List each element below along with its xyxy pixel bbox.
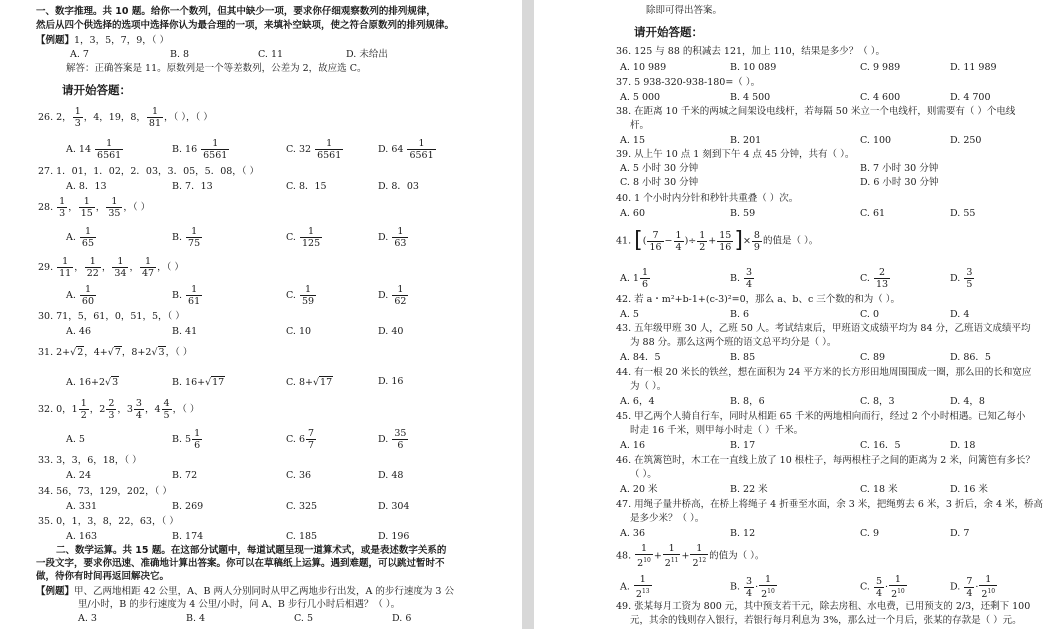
question-34: 34. 56，73，129，202，（ ） xyxy=(38,486,172,497)
q43-option-c: C. 89 xyxy=(860,352,886,363)
q27-option-c: C. 8．15 xyxy=(286,181,327,192)
q36-option-a: A. 10 989 xyxy=(620,62,667,73)
q33-option-c: C. 36 xyxy=(286,470,312,481)
question-41: 41. [( $\frac{7}{16}$ − $\frac{1}{4}$ )÷ $\frac{1}{2}$ + $\frac{15}{16}$ ]× $\frac{8}{9}$ 的值是（ ）。 xyxy=(616,228,819,253)
q30-option-a: A. 46 xyxy=(66,326,91,337)
question-45-line2: 时走 16 千米，则甲每小时走（ ）千米。 xyxy=(630,425,804,436)
example-option-a: A. 7 xyxy=(70,49,89,60)
q36-option-c: C. 9 989 xyxy=(860,62,901,73)
q35-option-b: B. 174 xyxy=(172,531,204,542)
question-43-line2: 为 88 分。那么这两个班的语文总平均分是（ ）。 xyxy=(630,337,837,348)
q26-option-a: A. 14 $\frac{1}{6561}$ xyxy=(66,138,122,161)
q42-option-a: A. 5 xyxy=(620,309,639,320)
top-continuation-text: 除即可得出答案。 xyxy=(646,5,723,16)
q41-option-b: B. $\frac{3}{4}$ xyxy=(730,267,753,290)
question-49-line2: 元，其余的钱则存入银行，若银行每月利息为 3%，那么过一个月后，张某的存款是（ ）元。 xyxy=(630,615,1022,626)
example-option-c: C. 11 xyxy=(258,49,284,60)
q40-option-b: B. 59 xyxy=(730,208,756,219)
question-35: 35. 0，1，3，8，22，63，（ ） xyxy=(38,516,179,527)
q42-option-b: B. 6 xyxy=(730,309,750,320)
q44-option-a: A. 6，4 xyxy=(620,396,655,407)
q32-option-a: A. 5 xyxy=(66,434,85,445)
q48-option-c: C. $\frac{5}{4}$ · $\frac{1}{2^{10}}$ xyxy=(860,574,905,601)
q28-option-c: C. $\frac{1}{125}$ xyxy=(286,226,321,249)
q47-option-c: C. 9 xyxy=(860,528,880,539)
q31-option-a: A. 16+2√3 xyxy=(66,377,119,388)
example-answer: 解答：正确答案是 11。原数列是一个等差数列，公差为 2，故应选 C。 xyxy=(66,63,367,74)
q40-option-a: A. 60 xyxy=(620,208,645,219)
q39-option-d: D. 6 小时 30 分钟 xyxy=(860,177,939,188)
q45-option-b: B. 17 xyxy=(730,440,756,451)
q46-option-c: C. 18 米 xyxy=(860,484,898,495)
q26-option-c: C. 32 $\frac{1}{6561}$ xyxy=(286,138,342,161)
q46-option-b: B. 22 米 xyxy=(730,484,768,495)
example2-option-d: D. 6 xyxy=(392,613,412,624)
q38-option-a: A. 15 xyxy=(620,135,645,146)
q27-option-d: D. 8．03 xyxy=(378,181,419,192)
q48-option-b: B. $\frac{3}{4}$ · $\frac{1}{2^{10}}$ xyxy=(730,574,775,601)
q37-option-c: C. 4 600 xyxy=(860,92,901,103)
question-49-line1: 49. 张某每月工资为 800 元，其中预支若干元，除去房租、水电费，已用预支的 2/3，还剩下 100 xyxy=(616,601,1031,612)
q36-option-d: D. 11 989 xyxy=(950,62,997,73)
q45-option-c: C. 16．5 xyxy=(860,440,901,451)
q40-option-c: C. 61 xyxy=(860,208,886,219)
section1-instructions-line1: 一、数字推理。共 10 题。给你一个数列，但其中缺少一项，要求你仔细观察数列的排列规律， xyxy=(36,6,436,17)
example2-option-c: C. 5 xyxy=(294,613,314,624)
section2-instructions-line2: 一段文字，要求你迅速、准确地计算出答案。你可以在草稿纸上运算。遇到难题，可以跳过暂时不 xyxy=(36,558,445,569)
q32-option-c: C. 6 $\frac{7}{7}$ xyxy=(286,428,315,451)
section2-instructions-line1: 二、数学运算。共 15 题。在这部分试题中，每道试题呈现一道算术式，或是表述数字关系的 xyxy=(56,545,447,556)
q43-option-b: B. 85 xyxy=(730,352,756,363)
example-option-b: B. 8 xyxy=(170,49,190,60)
q44-option-c: C. 8，3 xyxy=(860,396,895,407)
question-29: 29. $\frac{1}{11}$ ， $\frac{1}{22}$ ， $\frac{1}{34}$ ， $\frac{1}{47}$ ，（ ） xyxy=(38,256,184,279)
question-44-line1: 44. 有一根 20 米长的铁丝，想在面积为 24 平方米的长方形田地周围围成一圈，那么田的长和宽应 xyxy=(616,367,1032,378)
q34-option-a: A. 331 xyxy=(66,501,98,512)
question-42: 42. 若 a・m²+b-1+(c-3)²=0，那么 a、b、c 三个数的和为（ ）。 xyxy=(616,294,901,305)
question-31: 31. 2+√2，4+√7，8+2√3，（ ） xyxy=(38,347,193,358)
q35-option-d: D. 196 xyxy=(378,531,410,542)
q39-option-c: C. 8 小时 30 分钟 xyxy=(620,177,699,188)
section2-instructions-line3: 做，待你有时间再返回解决它。 xyxy=(36,571,170,582)
q46-option-d: D. 16 米 xyxy=(950,484,988,495)
q41-option-a: A. 1 $\frac{1}{6}$ xyxy=(620,267,648,290)
q41-option-c: C. $\frac{2}{13}$ xyxy=(860,267,889,290)
q47-option-a: A. 36 xyxy=(620,528,645,539)
q31-option-b: B. 16+√17 xyxy=(172,377,225,388)
q44-option-d: D. 4，8 xyxy=(950,396,985,407)
q28-option-b: B. $\frac{1}{75}$ xyxy=(172,226,201,249)
q45-option-d: D. 18 xyxy=(950,440,976,451)
q45-option-a: A. 16 xyxy=(620,440,645,451)
question-38-line1: 38. 在距离 10 千米的两城之间架设电线杆，若每隔 50 米立一个电线杆，则需要有（ ）个电线 xyxy=(616,106,1016,117)
question-32: 32. 0，1 $\frac{1}{2}$ ，2 $\frac{2}{3}$ ，3 $\frac{3}{4}$ ，4 $\frac{4}{5}$ ，（ ） xyxy=(38,398,200,421)
q27-option-b: B. 7．13 xyxy=(172,181,213,192)
question-37: 37. 5 938-320-938-180=（ ）。 xyxy=(616,77,761,88)
example-question: 【例题】1，3，5，7，9，（ ） xyxy=(36,35,170,46)
q43-option-d: D. 86．5 xyxy=(950,352,991,363)
question-47-line1: 47. 用绳子量井桥高，在桥上将绳子 4 折垂至水面，余 3 米，把绳剪去 6 米，3 折后，余 4 米，桥高 xyxy=(616,499,1044,510)
q29-option-a: A. $\frac{1}{60}$ xyxy=(66,284,95,307)
q38-option-b: B. 201 xyxy=(730,135,762,146)
q34-option-b: B. 269 xyxy=(172,501,204,512)
q28-option-a: A. $\frac{1}{65}$ xyxy=(66,226,95,249)
example-option-d: D. 未给出 xyxy=(346,49,388,60)
example2-option-b: B. 4 xyxy=(186,613,206,624)
question-40: 40. 1 个小时内分针和秒针共重叠（ ）次。 xyxy=(616,193,799,204)
question-38-line2: 杆。 xyxy=(630,120,650,131)
q39-option-b: B. 7 小时 30 分钟 xyxy=(860,163,939,174)
q39-option-a: A. 5 小时 30 分钟 xyxy=(620,163,699,174)
question-39: 39. 从上午 10 点 1 刻到下午 4 点 45 分钟，共有（ ）。 xyxy=(616,149,855,160)
example2-question-line1: 【例题】甲、乙两地相距 42 公里，A、B 两人分别同时从甲乙两地步行出发，A 的步行速度为 3 公 xyxy=(36,586,454,597)
q28-option-d: D. $\frac{1}{63}$ xyxy=(378,226,407,249)
question-45-line1: 45. 甲乙两个人骑自行车，同时从相距 65 千米的两地相向而行，经过 2 个小时相遇。已知乙每小 xyxy=(616,411,1026,422)
example2-question-line2: 里/小时，B 的步行速度为 4 公里/小时，问 A、B 步行几小时后相遇？（ ）。 xyxy=(78,599,401,610)
question-46-line1: 46. 在筑篱笆时，木工在一直线上放了 10 根柱子，每两根柱子之间的距离为 2 米，问篱笆有多长？ xyxy=(616,455,1035,466)
q31-option-c: C. 8+√17 xyxy=(286,377,333,388)
question-26: 26. 2， $\frac{1}{3}$ ，4，19，8， $\frac{1}{81}$ ，（ ），（ ） xyxy=(38,106,213,129)
q41-option-d: D. $\frac{3}{5}$ xyxy=(950,267,973,290)
q34-option-d: D. 304 xyxy=(378,501,410,512)
q32-option-b: B. 5 $\frac{1}{6}$ xyxy=(172,428,201,451)
q33-option-a: A. 24 xyxy=(66,470,91,481)
q32-option-d: D. $\frac{35}{6}$ xyxy=(378,428,407,451)
q30-option-d: D. 40 xyxy=(378,326,404,337)
q35-option-c: C. 185 xyxy=(286,531,318,542)
q48-option-d: D. $\frac{7}{4}$ · $\frac{1}{2^{10}}$ xyxy=(950,574,996,601)
q26-option-b: B. 16 $\frac{1}{6561}$ xyxy=(172,138,228,161)
q42-option-c: C. 0 xyxy=(860,309,880,320)
q37-option-b: B. 4 500 xyxy=(730,92,771,103)
q47-option-d: D. 7 xyxy=(950,528,970,539)
question-27: 27. 1．01，1．02，2．03，3．05，5．08，（ ） xyxy=(38,166,260,177)
q33-option-b: B. 72 xyxy=(172,470,198,481)
q48-option-a: A. $\frac{1}{2^{13}}$ xyxy=(620,574,650,601)
question-28: 28. $\frac{1}{3}$ ， $\frac{1}{15}$ ， $\frac{1}{35}$ ，（ ） xyxy=(38,196,151,219)
question-46-line2: （ ）。 xyxy=(630,469,657,480)
q44-option-b: B. 8，6 xyxy=(730,396,765,407)
q42-option-d: D. 4 xyxy=(950,309,970,320)
question-47-line2: 是多少米？（ ）。 xyxy=(630,513,705,524)
q26-option-d: D. 64 $\frac{1}{6561}$ xyxy=(378,138,434,161)
q30-option-c: C. 10 xyxy=(286,326,312,337)
q35-option-a: A. 163 xyxy=(66,531,98,542)
left-page xyxy=(0,0,522,629)
q46-option-a: A. 20 米 xyxy=(620,484,658,495)
question-48: 48. $\frac{1}{2^{10}}$ + $\frac{1}{2^{11}}$ + $\frac{1}{2^{12}}$ 的值为（ ）。 xyxy=(616,543,765,570)
q29-option-b: B. $\frac{1}{61}$ xyxy=(172,284,201,307)
q34-option-c: C. 325 xyxy=(286,501,318,512)
question-44-line2: 为（ ）。 xyxy=(630,381,667,392)
page-gap xyxy=(522,0,534,629)
q27-option-a: A. 8．13 xyxy=(66,181,107,192)
q36-option-b: B. 10 089 xyxy=(730,62,777,73)
right-page xyxy=(534,0,1056,629)
q43-option-a: A. 84．5 xyxy=(620,352,661,363)
section1-instructions-line2: 然后从四个供选择的选项中选择你认为最合理的一项，来填补空缺项，使之符合原数列的排列规律。 xyxy=(36,20,455,31)
q37-option-d: D. 4 700 xyxy=(950,92,991,103)
start-answering-heading: 请开始答题： xyxy=(62,83,131,97)
q33-option-d: D. 48 xyxy=(378,470,404,481)
q47-option-b: B. 12 xyxy=(730,528,756,539)
question-43-line1: 43. 五年级甲班 30 人，乙班 50 人。考试结束后，甲班语文成绩平均为 84 分，乙班语文成绩平均 xyxy=(616,323,1031,334)
q38-option-c: C. 100 xyxy=(860,135,892,146)
q38-option-d: D. 250 xyxy=(950,135,982,146)
q29-option-c: C. $\frac{1}{59}$ xyxy=(286,284,315,307)
question-30: 30. 71，5，61，0，51，5，（ ） xyxy=(38,311,185,322)
q31-option-d: D. 16 xyxy=(378,376,404,387)
example2-option-a: A. 3 xyxy=(78,613,97,624)
q37-option-a: A. 5 000 xyxy=(620,92,661,103)
question-36: 36. 125 与 88 的积减去 121，加上 110，结果是多少？（ ）。 xyxy=(616,46,885,57)
start-answering-heading-right: 请开始答题： xyxy=(634,25,703,39)
q29-option-d: D. $\frac{1}{62}$ xyxy=(378,284,407,307)
q30-option-b: B. 41 xyxy=(172,326,198,337)
q40-option-d: D. 55 xyxy=(950,208,976,219)
question-33: 33. 3，3，6，18，（ ） xyxy=(38,455,142,466)
